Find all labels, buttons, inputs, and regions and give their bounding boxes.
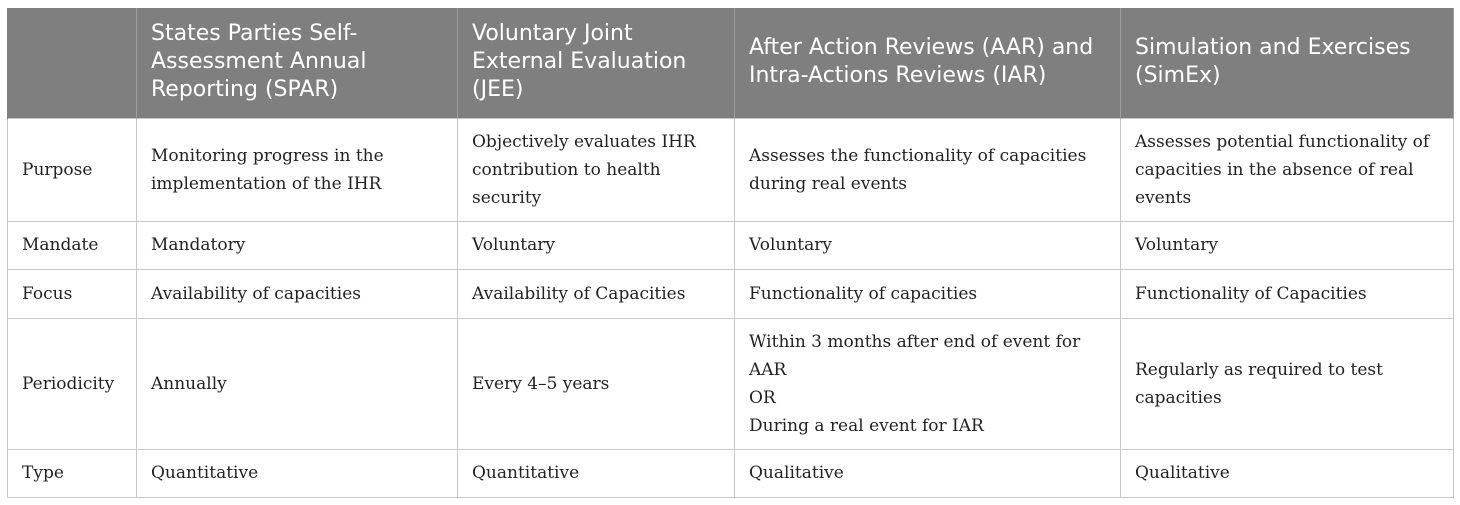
table-cell: Voluntary xyxy=(735,221,1121,269)
cell-line: Within 3 months after end of event for AAR xyxy=(749,331,1081,380)
table-cell: Quantitative xyxy=(137,449,458,497)
table-cell: Every 4–5 years xyxy=(458,318,735,449)
header-row xyxy=(8,8,1454,118)
comparison-table-container xyxy=(7,8,1453,498)
table-cell: Quantitative xyxy=(458,449,735,497)
table-cell: Objectively evaluates IHR contribution to health security xyxy=(458,118,735,221)
table-cell: Monitoring progress in the implementation of the IHR xyxy=(137,118,458,221)
row-label: Purpose xyxy=(8,118,137,221)
header-cell-empty xyxy=(8,8,137,118)
header-cell-jee: Voluntary Joint External Evaluation (JEE) xyxy=(458,8,735,118)
table-cell: Qualitative xyxy=(1121,449,1454,497)
header-cell-simex: Simulation and Exercises (SimEx) xyxy=(1121,8,1454,118)
header-cell-aar-iar: After Action Reviews (AAR) and Intra-Actions Reviews (IAR) xyxy=(735,8,1121,118)
table-cell: Functionality of Capacities xyxy=(1121,269,1454,318)
table-cell-multiline xyxy=(735,318,1121,449)
table-cell: Mandatory xyxy=(137,221,458,269)
table-row-purpose xyxy=(8,118,1454,221)
table-cell: Availability of capacities xyxy=(137,269,458,318)
row-label: Type xyxy=(8,449,137,497)
table-cell: Annually xyxy=(137,318,458,449)
table-cell: Regularly as required to test capacities xyxy=(1121,318,1454,449)
table-cell: Voluntary xyxy=(458,221,735,269)
table-cell: Assesses potential functionality of capacities in the absence of real events xyxy=(1121,118,1454,221)
comparison-table xyxy=(7,8,1454,498)
table-row-type xyxy=(8,449,1454,497)
table-cell: Assesses the functionality of capacities during real events xyxy=(735,118,1121,221)
header-cell-spar: States Parties Self-Assessment Annual Reporting (SPAR) xyxy=(137,8,458,118)
table-cell: Voluntary xyxy=(1121,221,1454,269)
table-cell: Availability of Capacities xyxy=(458,269,735,318)
table-row-periodicity xyxy=(8,318,1454,449)
row-label: Periodicity xyxy=(8,318,137,449)
cell-line: During a real event for IAR xyxy=(749,415,984,436)
table-row-focus xyxy=(8,269,1454,318)
row-label: Mandate xyxy=(8,221,137,269)
table-cell: Qualitative xyxy=(735,449,1121,497)
row-label: Focus xyxy=(8,269,137,318)
cell-line: OR xyxy=(749,387,776,408)
table-cell: Functionality of capacities xyxy=(735,269,1121,318)
table-row-mandate xyxy=(8,221,1454,269)
